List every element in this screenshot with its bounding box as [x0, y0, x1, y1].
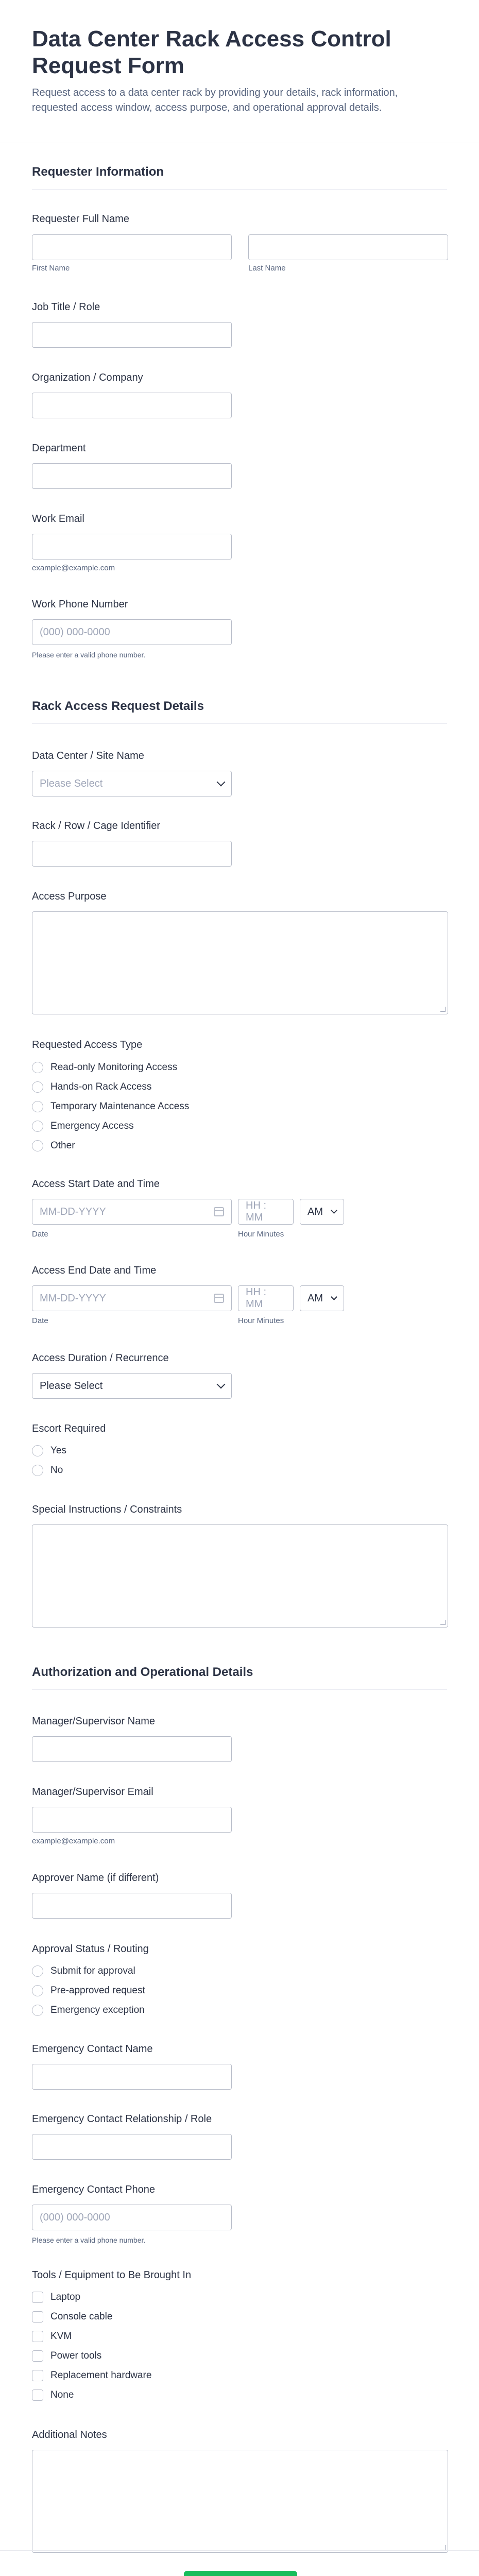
checkbox-icon[interactable] [32, 2331, 43, 2342]
escort-option[interactable] [32, 1461, 66, 1480]
department-label: Department [32, 443, 86, 454]
first-name-input[interactable] [32, 234, 232, 260]
chevron-down-icon [217, 778, 226, 787]
checkbox-icon[interactable] [32, 2350, 43, 2362]
full-name-label: Requester Full Name [32, 213, 129, 225]
approval-label: Approval Status / Routing [32, 1943, 149, 1955]
option-label: Replacement hardware [50, 2370, 152, 2381]
chevron-down-icon [331, 1294, 337, 1300]
end-date-input[interactable] [32, 1285, 232, 1311]
special-label: Special Instructions / Constraints [32, 1504, 182, 1515]
emergency-rel-input[interactable] [32, 2134, 232, 2160]
purpose-label: Access Purpose [32, 891, 107, 902]
option-label: Other [50, 1140, 75, 1151]
time-hint: Hour Minutes [238, 1316, 284, 1325]
approver-input[interactable] [32, 1893, 232, 1919]
section-title: Rack Access Request Details [32, 699, 204, 713]
access-type-option[interactable] [32, 1077, 189, 1097]
radio-icon[interactable] [32, 1465, 43, 1476]
section-divider [32, 189, 447, 190]
radio-icon[interactable] [32, 1445, 43, 1456]
purpose-textarea[interactable] [32, 911, 448, 1014]
end-label: Access End Date and Time [32, 1265, 157, 1276]
radio-icon[interactable] [32, 1985, 43, 1996]
approver-label: Approver Name (if different) [32, 1872, 159, 1884]
option-label: Emergency exception [50, 2005, 145, 2015]
ampm-value: AM [307, 1292, 323, 1304]
tools-option[interactable] [32, 2385, 151, 2405]
work-phone-hint: Please enter a valid phone number. [32, 651, 146, 659]
date-hint: Date [32, 1316, 48, 1325]
section-requester [32, 143, 447, 190]
organization-input[interactable] [32, 393, 232, 418]
checkbox-icon[interactable] [32, 2389, 43, 2401]
time-placeholder: HH : MM [246, 1286, 266, 1310]
approval-option[interactable] [32, 1981, 145, 2001]
site-name-select[interactable] [32, 771, 232, 796]
manager-email-hint: example@example.com [32, 1837, 115, 1845]
radio-icon[interactable] [32, 1140, 43, 1151]
checkbox-icon[interactable] [32, 2370, 43, 2381]
time-hint: Hour Minutes [238, 1230, 284, 1239]
manager-email-input[interactable] [32, 1807, 232, 1833]
option-label: None [50, 2389, 74, 2400]
emergency-phone-input[interactable] [32, 2205, 232, 2230]
option-label: Yes [50, 1445, 66, 1456]
work-email-hint: example@example.com [32, 564, 115, 572]
start-time-input[interactable] [238, 1199, 294, 1225]
option-label: Emergency Access [50, 1121, 134, 1131]
option-label: Hands-on Rack Access [50, 1081, 152, 1092]
option-label: Temporary Maintenance Access [50, 1101, 190, 1112]
approval-option[interactable] [32, 2001, 145, 2020]
access-type-option[interactable] [32, 1136, 189, 1156]
radio-icon[interactable] [32, 1965, 43, 1977]
date-placeholder: MM-DD-YYYY [40, 1206, 106, 1217]
escort-label: Escort Required [32, 1423, 106, 1434]
tools-option[interactable] [32, 2307, 151, 2327]
manager-email-label: Manager/Supervisor Email [32, 1786, 153, 1798]
resize-handle-icon[interactable] [440, 2545, 446, 2550]
option-label: Pre-approved request [50, 1985, 145, 1996]
work-phone-input[interactable] [32, 619, 232, 645]
section-auth [32, 1643, 447, 1690]
tools-label: Tools / Equipment to Be Brought In [32, 2269, 192, 2281]
access-type-options [32, 1058, 189, 1156]
end-time-input[interactable] [238, 1285, 294, 1311]
duration-select[interactable] [32, 1373, 232, 1399]
job-title-label: Job Title / Role [32, 301, 100, 313]
tools-option[interactable] [32, 2327, 151, 2346]
section-divider [32, 723, 447, 724]
radio-icon[interactable] [32, 1081, 43, 1093]
manager-name-label: Manager/Supervisor Name [32, 1716, 155, 1727]
emergency-phone-placeholder: (000) 000-0000 [40, 2211, 110, 2223]
radio-icon[interactable] [32, 2005, 43, 2016]
option-label: Laptop [50, 2292, 81, 2302]
section-title: Requester Information [32, 165, 164, 179]
last-name-input[interactable] [248, 234, 448, 260]
work-phone-placeholder: (000) 000-0000 [40, 626, 110, 638]
approval-options [32, 1961, 145, 2020]
access-type-option[interactable] [32, 1097, 189, 1116]
radio-icon[interactable] [32, 1062, 43, 1073]
escort-options [32, 1441, 66, 1480]
job-title-input[interactable] [32, 322, 232, 348]
end-ampm-select[interactable] [300, 1285, 344, 1311]
checkbox-icon[interactable] [32, 2311, 43, 2323]
tools-option[interactable] [32, 2366, 151, 2385]
work-email-label: Work Email [32, 513, 84, 524]
emergency-name-input[interactable] [32, 2064, 232, 2090]
notes-textarea[interactable] [32, 2450, 448, 2553]
emergency-name-label: Emergency Contact Name [32, 2043, 153, 2055]
start-date-input[interactable] [32, 1199, 232, 1225]
radio-icon[interactable] [32, 1101, 43, 1112]
resize-handle-icon[interactable] [440, 1007, 446, 1012]
chevron-down-icon [217, 1380, 226, 1389]
option-label: Read-only Monitoring Access [50, 1062, 178, 1073]
form-title: Data Center Rack Access Control Request Form [32, 26, 391, 78]
rack-id-label: Rack / Row / Cage Identifier [32, 820, 160, 832]
start-label: Access Start Date and Time [32, 1178, 160, 1190]
time-placeholder: HH : MM [246, 1200, 266, 1223]
option-label: Power tools [50, 2350, 102, 2361]
tools-options [32, 2287, 151, 2405]
emergency-phone-label: Emergency Contact Phone [32, 2184, 156, 2195]
access-type-option[interactable] [32, 1116, 189, 1136]
option-label: KVM [50, 2331, 72, 2342]
notes-label: Additional Notes [32, 2429, 107, 2441]
section-divider [32, 1689, 447, 1690]
approval-option[interactable] [32, 1961, 145, 1981]
emergency-rel-label: Emergency Contact Relationship / Role [32, 2113, 212, 2125]
access-type-label: Requested Access Type [32, 1039, 143, 1050]
escort-option[interactable] [32, 1441, 66, 1461]
resize-handle-icon[interactable] [440, 1620, 446, 1625]
tools-option[interactable] [32, 2287, 151, 2307]
start-ampm-select[interactable] [300, 1199, 344, 1225]
site-name-label: Data Center / Site Name [32, 750, 144, 761]
submit-button[interactable] [184, 2571, 297, 2576]
option-label: Console cable [50, 2311, 113, 2322]
work-email-input[interactable] [32, 534, 232, 560]
tools-option[interactable] [32, 2346, 151, 2366]
access-type-option[interactable] [32, 1058, 189, 1077]
duration-value: Please Select [40, 1380, 103, 1392]
work-phone-label: Work Phone Number [32, 599, 128, 610]
last-name-hint: Last Name [248, 264, 286, 273]
department-input[interactable] [32, 463, 232, 489]
form-subtitle: Request access to a data center rack by providing your details, rack information, requested access window, access purpose, and operational approval details. [32, 87, 398, 113]
site-name-placeholder: Please Select [40, 777, 103, 789]
option-label: No [50, 1465, 63, 1476]
radio-icon[interactable] [32, 1121, 43, 1132]
special-textarea[interactable] [32, 1524, 448, 1628]
chevron-down-icon [331, 1207, 337, 1214]
option-label: Submit for approval [50, 1965, 135, 1976]
ampm-value: AM [307, 1206, 323, 1217]
section-rack [32, 675, 447, 724]
organization-label: Organization / Company [32, 372, 143, 383]
first-name-hint: First Name [32, 264, 70, 273]
checkbox-icon[interactable] [32, 2292, 43, 2303]
rack-id-input[interactable] [32, 841, 232, 867]
emergency-phone-hint: Please enter a valid phone number. [32, 2236, 146, 2244]
form-header [0, 0, 479, 143]
manager-name-input[interactable] [32, 1736, 232, 1762]
calendar-icon[interactable] [214, 1207, 224, 1216]
duration-label: Access Duration / Recurrence [32, 1352, 169, 1364]
calendar-icon[interactable] [214, 1294, 224, 1303]
date-placeholder: MM-DD-YYYY [40, 1292, 106, 1304]
section-title: Authorization and Operational Details [32, 1665, 253, 1679]
date-hint: Date [32, 1230, 48, 1239]
